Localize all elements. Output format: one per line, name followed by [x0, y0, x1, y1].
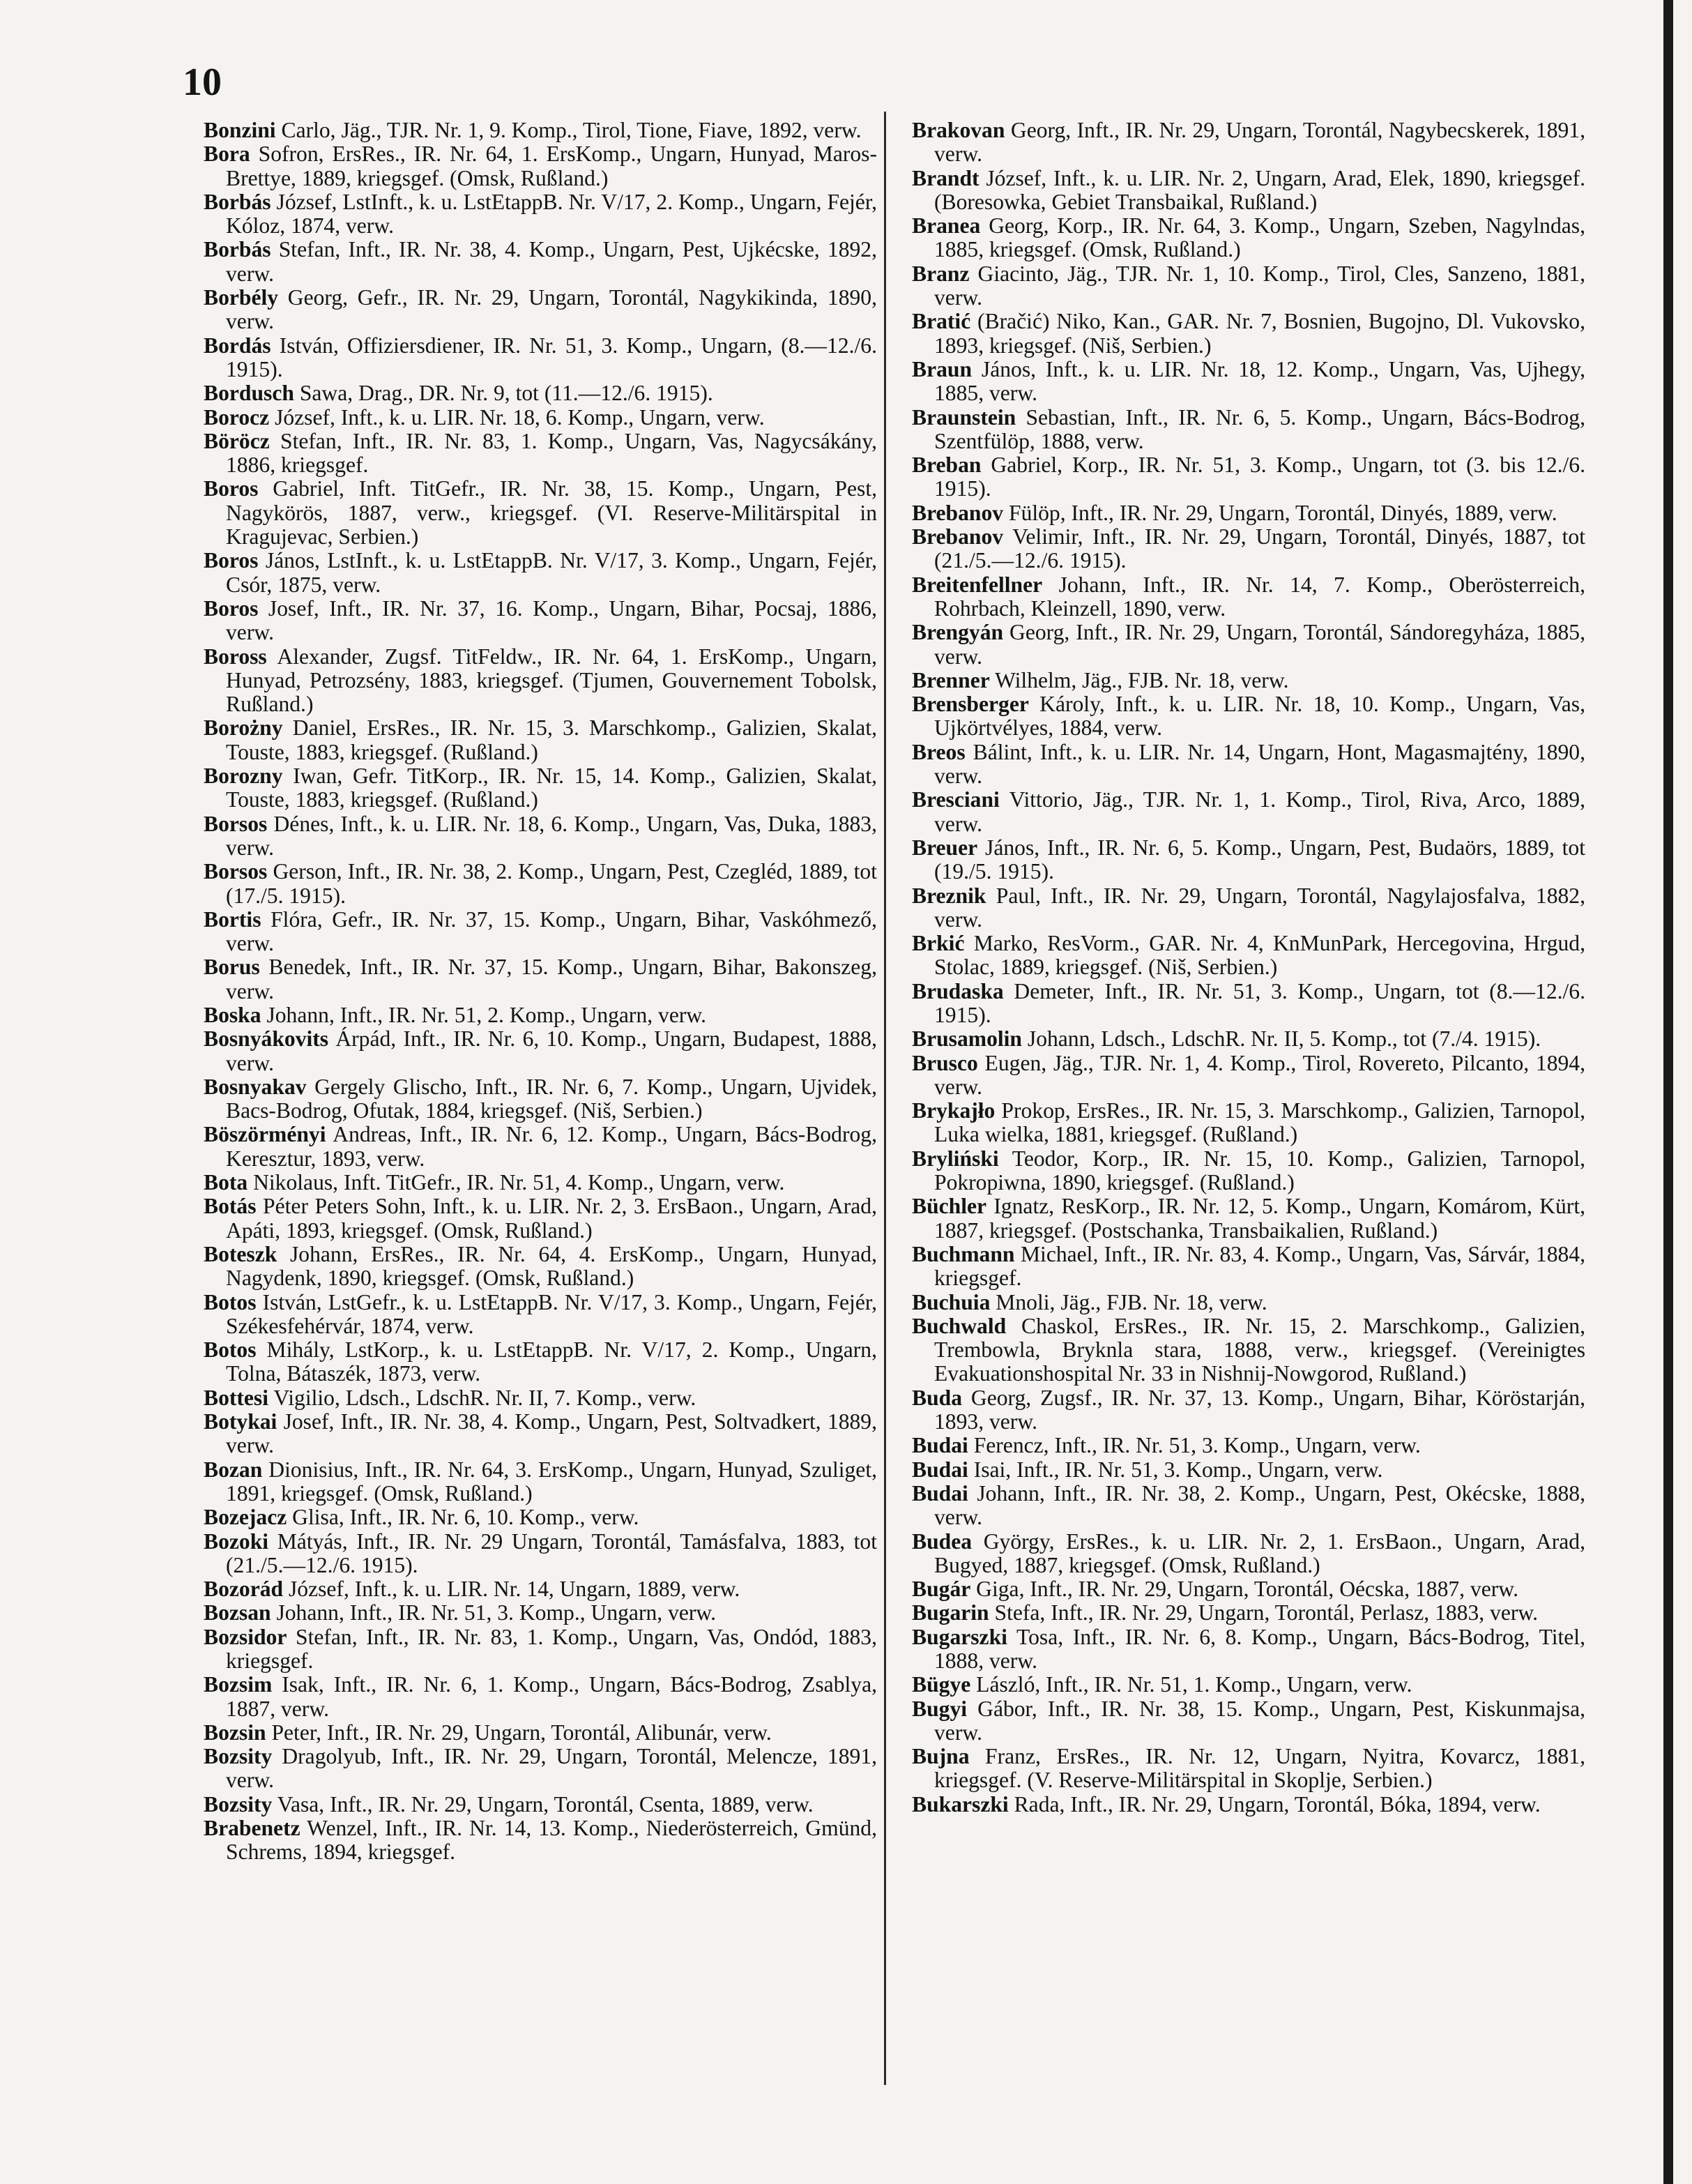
register-entry	[204, 645, 877, 717]
entry-details: Mátyás, Inft., IR. Nr. 29 Ungarn, Torontál, Tamásfalva, 1883, tot (21./5.—12./6. 1915).	[226, 1529, 877, 1577]
entry-details: Velimir, Inft., IR. Nr. 29, Ungarn, Torontál, Dinyés, 1887, tot (21./5.—12./6. 1915).	[934, 524, 1585, 573]
entry-surname: Bujna	[912, 1744, 970, 1769]
register-entry	[204, 1793, 877, 1817]
entry-surname: Botos	[204, 1289, 257, 1314]
entry-details: Johann, Inft., IR. Nr. 51, 3. Komp., Ungarn, verw.	[270, 1600, 717, 1625]
entry-details: György, ErsRes., k. u. LIR. Nr. 2, 1. ErsBaon., Ungarn, Arad, Bugyed, 1887, kriegsgef. (Omsk, Rußland.)	[934, 1529, 1585, 1577]
entry-surname: Breuer	[912, 835, 978, 860]
entry-details: Stefan, Inft., IR. Nr. 83, 1. Komp., Ungarn, Vas, Nagycsákány, 1886, kriegsgef.	[226, 428, 877, 478]
entry-details: Gerson, Inft., IR. Nr. 38, 2. Komp., Ungarn, Pest, Czegléd, 1889, tot (17./5. 1915).	[226, 859, 877, 908]
entry-details: Ignatz, ResKorp., IR. Nr. 12, 5. Komp., Ungarn, Komárom, Kürt, 1887, kriegsgef. (Postschanka, Transbaikalien, Rußland.)	[934, 1194, 1585, 1243]
entry-surname: Bozsim	[204, 1672, 273, 1697]
entry-surname: Branea	[912, 213, 981, 238]
entry-surname: Brebanov	[912, 524, 1004, 549]
register-entry	[204, 1338, 877, 1386]
register-entry	[912, 1291, 1585, 1314]
register-entry	[912, 932, 1585, 980]
register-entry	[204, 238, 877, 286]
entry-details: Johann, Inft., IR. Nr. 38, 2. Komp., Ungarn, Pest, Okécske, 1888, verw.	[934, 1480, 1585, 1530]
entry-surname: Budai	[912, 1480, 968, 1506]
entry-surname: Breitenfellner	[912, 572, 1043, 597]
register-entry	[204, 430, 877, 478]
entry-surname: Bortis	[204, 907, 261, 932]
register-entry	[912, 1195, 1585, 1243]
entry-surname: Borbély	[204, 285, 279, 310]
entry-surname: Böszörményi	[204, 1122, 326, 1147]
entry-surname: Buchwald	[912, 1313, 1007, 1338]
register-entry	[912, 741, 1585, 789]
entry-details: Georg, Inft., IR. Nr. 29, Ungarn, Torontál, Sándoregyháza, 1885, verw.	[934, 620, 1585, 669]
register-entry	[204, 334, 877, 382]
entry-surname: Bota	[204, 1170, 248, 1195]
entry-details: Dénes, Inft., k. u. LIR. Nr. 18, 6. Komp., Ungarn, Vas, Duka, 1883, verw.	[226, 811, 877, 860]
register-entry	[912, 1052, 1585, 1100]
entry-surname: Bugyi	[912, 1696, 968, 1721]
entry-details: Stefan, Inft., IR. Nr. 83, 1. Komp., Ungarn, Vas, Ondód, 1883, kriegsgef.	[226, 1624, 877, 1673]
register-entry	[912, 262, 1585, 310]
entry-surname: Bosnyákovits	[204, 1026, 329, 1052]
entry-details: József, Inft., k. u. LIR. Nr. 14, Ungarn, 1889, verw.	[283, 1577, 740, 1602]
entry-surname: Brusamolin	[912, 1026, 1022, 1052]
entry-details: Gábor, Inft., IR. Nr. 38, 15. Komp., Ungarn, Pest, Kiskunmajsa, verw.	[934, 1696, 1585, 1745]
entry-details: Dragolyub, Inft., IR. Nr. 29, Ungarn, Torontál, Melencze, 1891, verw.	[226, 1744, 877, 1793]
register-entry	[204, 860, 877, 908]
entry-surname: Bozan	[204, 1457, 263, 1482]
entry-surname: Borsos	[204, 811, 268, 836]
entry-details: Georg, Inft., IR. Nr. 29, Ungarn, Torontál, Nagybecskerek, 1891, verw.	[934, 118, 1585, 167]
register-entry	[912, 406, 1585, 454]
register-entry	[204, 1458, 877, 1506]
entry-surname: Bryliński	[912, 1146, 999, 1171]
register-entry	[912, 310, 1585, 358]
entry-details: Isak, Inft., IR. Nr. 6, 1. Komp., Ungarn, Bács-Bodrog, Zsablya, 1887, verw.	[226, 1672, 877, 1721]
entry-surname: Breznik	[912, 883, 986, 908]
entry-details: Dionisius, Inft., IR. Nr. 64, 3. ErsKomp., Ungarn, Hunyad, Szuliget, 1891, kriegsgef. (Omsk, Rußland.)	[226, 1457, 877, 1506]
register-entry	[912, 1434, 1585, 1457]
entry-details: Georg, Zugsf., IR. Nr. 37, 13. Komp., Ungarn, Bihar, Köröstarján, 1893, verw.	[934, 1385, 1585, 1434]
entry-surname: Bozsity	[204, 1744, 273, 1769]
register-entry	[204, 1817, 877, 1865]
register-entry	[912, 1577, 1585, 1601]
entry-details: Giga, Inft., IR. Nr. 29, Ungarn, Torontál, Oécska, 1887, verw.	[970, 1577, 1518, 1602]
register-entry	[204, 549, 877, 597]
entry-details: Rada, Inft., IR. Nr. 29, Ungarn, Torontál, Bóka, 1894, verw.	[1008, 1791, 1541, 1817]
page-number: 10	[183, 61, 222, 104]
entry-surname: Borus	[204, 955, 260, 980]
register-entry	[204, 1027, 877, 1075]
entry-surname: Breos	[912, 739, 966, 764]
entry-surname: Bugár	[912, 1577, 971, 1602]
entry-details: Georg, Gefr., IR. Nr. 29, Ungarn, Torontál, Nagykikinda, 1890, verw.	[226, 285, 877, 334]
entry-surname: Borbás	[204, 189, 271, 214]
entry-surname: Branz	[912, 261, 970, 286]
register-entry	[912, 1458, 1585, 1482]
entry-details: Bálint, Inft., k. u. LIR. Nr. 14, Ungarn, Hont, Magasmajtény, 1890, verw.	[934, 739, 1585, 789]
entry-details: Flóra, Gefr., IR. Nr. 37, 15. Komp., Ungarn, Bihar, Vaskóhmező, verw.	[226, 907, 877, 956]
entry-details: Johann, Ldsch., LdschR. Nr. II, 5. Komp., tot (7./4. 1915).	[1022, 1026, 1541, 1052]
register-entry	[912, 692, 1585, 741]
register-entry	[204, 1195, 877, 1243]
register-entry	[912, 214, 1585, 262]
entry-details: Andreas, Inft., IR. Nr. 6, 12. Komp., Ungarn, Bács-Bodrog, Keresztur, 1893, verw.	[226, 1122, 877, 1171]
register-entry	[912, 1745, 1585, 1793]
entry-surname: Bozorád	[204, 1577, 284, 1602]
register-entry	[204, 1506, 877, 1529]
register-entry	[912, 788, 1585, 836]
register-entry	[912, 1793, 1585, 1817]
entry-details: Fülöp, Inft., IR. Nr. 29, Ungarn, Torontál, Dinyés, 1889, verw.	[1003, 500, 1557, 525]
entry-surname: Brebanov	[912, 500, 1004, 525]
register-entry	[204, 1243, 877, 1291]
register-entry	[204, 406, 877, 430]
entry-surname: Boross	[204, 644, 267, 669]
entry-details: Gabriel, Korp., IR. Nr. 51, 3. Komp., Ungarn, tot (3. bis 12./6. 1915).	[934, 453, 1585, 501]
entry-details: Marko, ResVorm., GAR. Nr. 4, KnMunPark, Hercegovina, Hrgud, Stolac, 1889, kriegsgef. (Niš, Serbien.)	[934, 931, 1585, 980]
register-entry	[912, 119, 1585, 167]
entry-details: Károly, Inft., k. u. LIR. Nr. 18, 10. Komp., Ungarn, Vas, Ujkörtvélyes, 1884, verw.	[934, 692, 1585, 741]
entry-surname: Boros	[204, 548, 259, 573]
entry-surname: Bottesi	[204, 1385, 269, 1410]
entry-details: István, LstGefr., k. u. LstEtappB. Nr. V/17, 3. Komp., Ungarn, Fejér, Székesfehérvár, 1874, verw.	[226, 1289, 877, 1338]
entry-surname: Bora	[204, 142, 250, 167]
register-entry	[204, 1386, 877, 1410]
entry-surname: Bozejacz	[204, 1505, 287, 1530]
entry-surname: Botos	[204, 1337, 257, 1363]
register-entry	[912, 358, 1585, 406]
register-entry	[204, 142, 877, 190]
entry-surname: Bozoki	[204, 1529, 269, 1554]
entry-surname: Budai	[912, 1457, 968, 1482]
entry-details: Giacinto, Jäg., TJR. Nr. 1, 10. Komp., Tirol, Cles, Sanzeno, 1881, verw.	[934, 261, 1585, 310]
register-entry	[912, 1386, 1585, 1434]
register-entry	[912, 1314, 1585, 1386]
entry-details: István, Offiziersdiener, IR. Nr. 51, 3. Komp., Ungarn, (8.—12./6. 1915).	[226, 333, 877, 381]
register-entry	[204, 381, 877, 405]
entry-surname: Brandt	[912, 165, 980, 190]
register-entry	[204, 1601, 877, 1625]
register-entry	[912, 1673, 1585, 1697]
register-entry	[912, 1530, 1585, 1578]
entry-details: Sawa, Drag., DR. Nr. 9, tot (11.—12./6. 1915).	[294, 381, 713, 406]
register-entry	[204, 812, 877, 860]
entry-details: József, Inft., k. u. LIR. Nr. 18, 6. Komp., Ungarn, verw.	[269, 404, 765, 430]
entry-details: Michael, Inft., IR. Nr. 83, 4. Komp., Ungarn, Vas, Sárvár, 1884, kriegsgef.	[934, 1241, 1585, 1291]
entry-surname: Bozsan	[204, 1600, 271, 1625]
entry-surname: Brudaska	[912, 978, 1004, 1003]
entry-details: Wenzel, Inft., IR. Nr. 14, 13. Komp., Niederösterreich, Gmünd, Schrems, 1894, kriegsgef.	[226, 1816, 877, 1865]
entry-details: Benedek, Inft., IR. Nr. 37, 15. Komp., Ungarn, Bihar, Bakonszeg, verw.	[226, 955, 877, 1003]
entry-surname: Brensberger	[912, 692, 1029, 717]
entry-details: Vittorio, Jäg., TJR. Nr. 1, 1. Komp., Tirol, Riva, Arco, 1889, verw.	[934, 787, 1585, 836]
entry-surname: Budai	[912, 1433, 968, 1458]
entry-surname: Bratić	[912, 309, 971, 334]
register-entry	[912, 980, 1585, 1028]
entry-surname: Braun	[912, 356, 973, 381]
entry-details: Nikolaus, Inft. TitGefr., IR. Nr. 51, 4. Komp., Ungarn, verw.	[247, 1170, 785, 1195]
register-entry	[204, 190, 877, 238]
register-entry	[204, 1673, 877, 1721]
register-entry	[204, 1123, 877, 1171]
entry-surname: Bresciani	[912, 787, 1000, 812]
entry-surname: Bozsity	[204, 1791, 273, 1817]
entry-surname: Bugarszki	[912, 1624, 1007, 1649]
entry-details: Glisa, Inft., IR. Nr. 6, 10. Komp., verw.	[287, 1505, 639, 1530]
entry-details: Georg, Korp., IR. Nr. 64, 3. Komp., Ungarn, Szeben, Nagylndas, 1885, kriegsgef. (Omsk, Rußland.)	[934, 213, 1585, 262]
entry-surname: Botás	[204, 1194, 257, 1219]
entry-details: Alexander, Zugsf. TitFeldw., IR. Nr. 64, 1. ErsKomp., Ungarn, Hunyad, Petrozsény, 1883, kriegsgef. (Tjumen, Gouvernement Tobolsk, Rußland.)	[226, 644, 877, 717]
entry-details: Gabriel, Inft. TitGefr., IR. Nr. 38, 15. Komp., Ungarn, Pest, Nagykörös, 1887, verw., kriegsgef. (VI. Reserve-Militärspital in Kragujevac, Serbien.)	[226, 476, 877, 549]
entry-details: Mihály, LstKorp., k. u. LstEtappB. Nr. V/17, 2. Komp., Ungarn, Tolna, Bátaszék, 1873, verw.	[226, 1337, 877, 1386]
entry-details: Paul, Inft., IR. Nr. 29, Ungarn, Torontál, Nagylajosfalva, 1882, verw.	[934, 883, 1585, 932]
register-entry	[912, 1697, 1585, 1745]
register-entry	[912, 1027, 1585, 1051]
entry-surname: Boros	[204, 476, 259, 501]
register-entry	[204, 1003, 877, 1027]
entry-details: Teodor, Korp., IR. Nr. 15, 10. Komp., Galizien, Tarnopol, Pokropiwna, 1890, kriegsgef. (Rußland.)	[934, 1146, 1585, 1195]
entry-details: Sofron, ErsRes., IR. Nr. 64, 1. ErsKomp., Ungarn, Hunyad, Maros-Brettye, 1889, kriegsgef. (Omsk, Rußland.)	[226, 142, 877, 190]
entry-surname: Bozsidor	[204, 1624, 287, 1649]
entry-details: József, LstInft., k. u. LstEtappB. Nr. V/17, 2. Komp., Ungarn, Fejér, Kóloz, 1874, verw.	[226, 189, 877, 238]
entry-surname: Bugarin	[912, 1600, 989, 1625]
left-column	[204, 119, 877, 1865]
entry-details: (Bračić) Niko, Kan., GAR. Nr. 7, Bosnien, Bugojno, Dl. Vukovsko, 1893, kriegsgef. (Niš, Serbien.)	[934, 309, 1585, 358]
entry-surname: Bukarszki	[912, 1791, 1009, 1817]
entry-details: Vasa, Inft., IR. Nr. 29, Ungarn, Torontál, Csenta, 1889, verw.	[272, 1791, 814, 1817]
entry-surname: Borozny	[204, 764, 283, 789]
entry-surname: Böröcz	[204, 428, 270, 453]
entry-surname: Brengyán	[912, 620, 1004, 645]
register-entry	[912, 836, 1585, 884]
entry-surname: Brakovan	[912, 118, 1005, 142]
entry-surname: Breban	[912, 453, 982, 478]
entry-surname: Braunstein	[912, 404, 1016, 430]
entry-surname: Bozsin	[204, 1720, 266, 1745]
entry-details: József, Inft., k. u. LIR. Nr. 2, Ungarn, Arad, Elek, 1890, kriegsgef. (Boresowka, Gebiet Transbaikal, Rußland.)	[934, 165, 1585, 214]
register-entry	[204, 1410, 877, 1458]
entry-details: Tosa, Inft., IR. Nr. 6, 8. Komp., Ungarn, Bács-Bodrog, Titel, 1888, verw.	[934, 1624, 1585, 1673]
entry-details: Gergely Glischo, Inft., IR. Nr. 6, 7. Komp., Ungarn, Ujvidek, Bacs-Bodrog, Ofutak, 1884, kriegsgef. (Niš, Serbien.)	[226, 1074, 877, 1123]
entry-details: János, LstInft., k. u. LstEtappB. Nr. V/17, 3. Komp., Ungarn, Fejér, Csór, 1875, verw.	[226, 548, 877, 597]
entry-details: Josef, Inft., IR. Nr. 37, 16. Komp., Ungarn, Bihar, Pocsaj, 1886, verw.	[226, 596, 877, 645]
register-entry	[912, 525, 1585, 573]
register-entry	[912, 669, 1585, 692]
entry-surname: Bordás	[204, 333, 271, 358]
entry-surname: Brkić	[912, 931, 965, 956]
entry-surname: Brykajło	[912, 1098, 996, 1123]
entry-surname: Botykai	[204, 1409, 277, 1434]
entry-details: Josef, Inft., IR. Nr. 38, 4. Komp., Ungarn, Pest, Soltvadkert, 1889, verw.	[226, 1409, 877, 1458]
page-edge-border	[1663, 0, 1673, 2184]
entry-details: Franz, ErsRes., IR. Nr. 12, Ungarn, Nyitra, Kovarcz, 1881, kriegsgef. (V. Reserve-Militärspital in Skoplje, Serbien.)	[934, 1744, 1585, 1793]
register-entry	[204, 716, 877, 764]
entry-surname: Borsos	[204, 859, 268, 884]
entry-details: Demeter, Inft., IR. Nr. 51, 3. Komp., Ungarn, tot (8.—12./6. 1915).	[934, 978, 1585, 1027]
entry-surname: Bordusch	[204, 381, 294, 406]
register-entry	[204, 1745, 877, 1793]
entry-surname: Boska	[204, 1002, 261, 1027]
entry-details: Johann, Inft., IR. Nr. 14, 7. Komp., Oberösterreich, Rohrbach, Kleinzell, 1890, verw.	[934, 572, 1585, 621]
entry-details: Isai, Inft., IR. Nr. 51, 3. Komp., Ungarn, verw.	[968, 1457, 1383, 1482]
entry-surname: Büchler	[912, 1194, 987, 1219]
register-entry	[912, 167, 1585, 215]
entry-surname: Bügye	[912, 1672, 971, 1697]
entry-details: Vigilio, Ldsch., LdschR. Nr. II, 7. Komp., verw.	[268, 1385, 696, 1410]
register-entry	[204, 1530, 877, 1578]
entry-details: Eugen, Jäg., TJR. Nr. 1, 4. Komp., Tirol, Rovereto, Pilcanto, 1894, verw.	[934, 1050, 1585, 1099]
register-entry	[204, 908, 877, 956]
register-entry	[912, 453, 1585, 501]
entry-surname: Borocz	[204, 404, 270, 430]
register-entry	[204, 119, 877, 142]
column-divider	[884, 112, 886, 2085]
entry-surname: Buchmann	[912, 1241, 1015, 1266]
entry-details: Ferencz, Inft., IR. Nr. 51, 3. Komp., Ungarn, verw.	[968, 1433, 1421, 1458]
register-entry	[204, 1171, 877, 1195]
register-entry	[204, 1625, 877, 1674]
entry-details: Stefa, Inft., IR. Nr. 29, Ungarn, Torontál, Perlasz, 1883, verw.	[989, 1600, 1539, 1625]
register-entry	[912, 1099, 1585, 1147]
register-entry	[204, 477, 877, 549]
entry-details: Johann, ErsRes., IR. Nr. 64, 4. ErsKomp., Ungarn, Hunyad, Nagydenk, 1890, kriegsgef. (Omsk, Rußland.)	[226, 1241, 877, 1291]
register-entry	[204, 1075, 877, 1123]
entry-details: Carlo, Jäg., TJR. Nr. 1, 9. Komp., Tirol, Tione, Fiave, 1892, verw.	[275, 118, 862, 142]
register-entry	[912, 621, 1585, 669]
register-entry	[204, 286, 877, 334]
entry-surname: Brenner	[912, 667, 990, 692]
entry-surname: Bosnyakav	[204, 1074, 307, 1099]
entry-surname: Boros	[204, 596, 259, 621]
entry-surname: Brusco	[912, 1050, 978, 1075]
register-entry	[912, 1625, 1585, 1674]
entry-surname: Brabenetz	[204, 1816, 300, 1841]
entry-details: Iwan, Gefr. TitKorp., IR. Nr. 15, 14. Komp., Galizien, Skalat, Touste, 1883, kriegsgef. (Rußland.)	[226, 764, 877, 812]
entry-details: Johann, Inft., IR. Nr. 51, 2. Komp., Ungarn, verw.	[261, 1002, 707, 1027]
register-entry	[912, 573, 1585, 621]
entry-details: Mnoli, Jäg., FJB. Nr. 18, verw.	[990, 1289, 1267, 1314]
entry-details: János, Inft., k. u. LIR. Nr. 18, 12. Komp., Ungarn, Vas, Ujhegy, 1885, verw.	[934, 356, 1585, 406]
register-entry	[204, 955, 877, 1003]
register-entry	[912, 1147, 1585, 1195]
register-entry	[912, 1601, 1585, 1625]
entry-surname: Bonzini	[204, 118, 276, 142]
register-entry	[204, 764, 877, 812]
entry-details: Chaskol, ErsRes., IR. Nr. 15, 2. Marschkomp., Galizien, Trembowla, Bryknla stara, 1888, verw., kriegsgef. (Vereinigtes Evakuationshospital Nr. 33 in Nishnij-Nowgorod, Rußland.)	[934, 1313, 1585, 1386]
register-entry	[912, 1243, 1585, 1291]
register-entry	[204, 1577, 877, 1601]
entry-surname: Boteszk	[204, 1241, 277, 1266]
entry-details: Peter, Inft., IR. Nr. 29, Ungarn, Torontál, Alibunár, verw.	[266, 1720, 772, 1745]
register-entry	[912, 501, 1585, 525]
entry-details: Sebastian, Inft., IR. Nr. 6, 5. Komp., Ungarn, Bács-Bodrog, Szentfülöp, 1888, verw.	[934, 404, 1585, 453]
entry-surname: Borbás	[204, 237, 271, 262]
entry-details: Árpád, Inft., IR. Nr. 6, 10. Komp., Ungarn, Budapest, 1888, verw.	[226, 1026, 877, 1075]
entry-details: János, Inft., IR. Nr. 6, 5. Komp., Ungarn, Pest, Budaörs, 1889, tot (19./5. 1915).	[934, 835, 1585, 884]
entry-surname: Budea	[912, 1529, 973, 1554]
register-entry	[912, 1482, 1585, 1530]
entry-details: Péter Peters Sohn, Inft., k. u. LIR. Nr. 2, 3. ErsBaon., Ungarn, Arad, Apáti, 1893, kriegsgef. (Omsk, Rußland.)	[226, 1194, 877, 1243]
entry-details: Stefan, Inft., IR. Nr. 38, 4. Komp., Ungarn, Pest, Ujkécske, 1892, verw.	[226, 237, 877, 286]
entry-surname: Buda	[912, 1385, 963, 1410]
entry-details: Prokop, ErsRes., IR. Nr. 15, 3. Marschkomp., Galizien, Tarnopol, Luka wielka, 1881, kriegsgef. (Rußland.)	[934, 1098, 1585, 1147]
entry-details: Daniel, ErsRes., IR. Nr. 15, 3. Marschkomp., Galizien, Skalat, Touste, 1883, kriegsgef. (Rußland.)	[226, 715, 877, 764]
entry-surname: Borożny	[204, 715, 283, 741]
register-entry	[204, 1721, 877, 1745]
register-entry	[204, 1291, 877, 1339]
entry-details: Wilhelm, Jäg., FJB. Nr. 18, verw.	[989, 667, 1289, 692]
right-column	[912, 119, 1585, 1817]
register-entry	[204, 597, 877, 645]
entry-details: László, Inft., IR. Nr. 51, 1. Komp., Ungarn, verw.	[970, 1672, 1412, 1697]
entry-surname: Buchuia	[912, 1289, 991, 1314]
register-entry	[912, 884, 1585, 932]
